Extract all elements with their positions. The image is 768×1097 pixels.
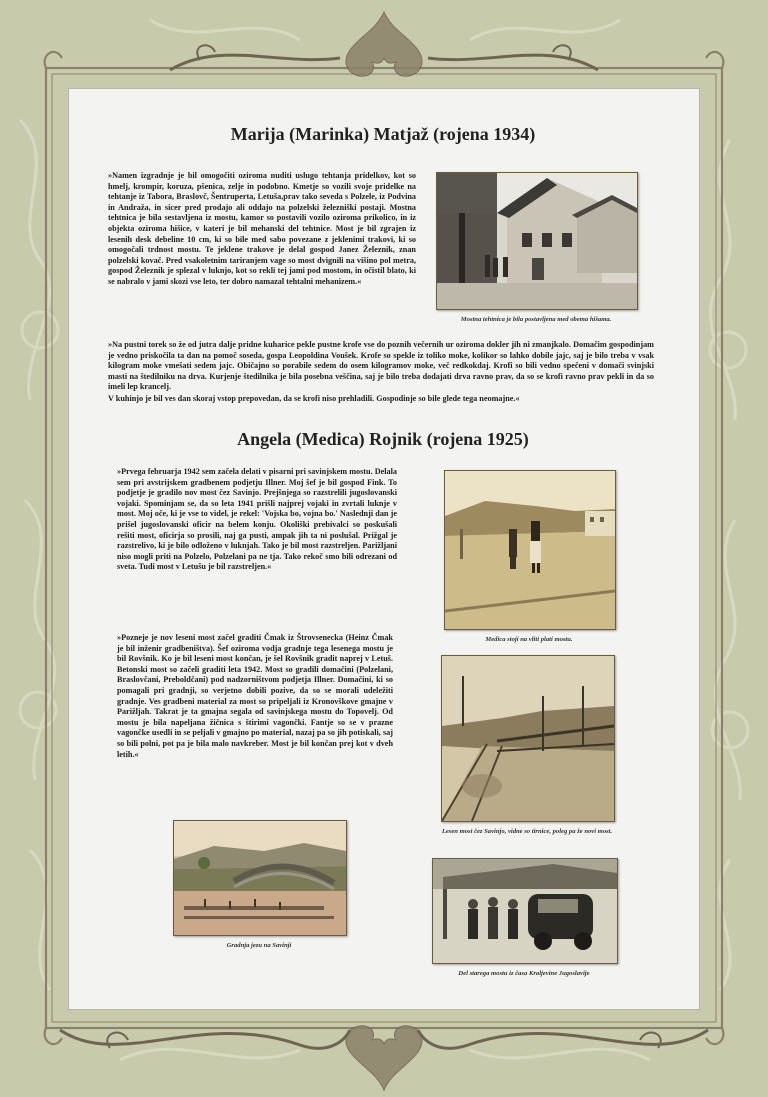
caption-weighbridge: Mostna tehtnica je bila postavljena med obema hišama. [460, 316, 612, 323]
photo-medica-on-bridge [444, 470, 616, 630]
photo-wooden-bridge [441, 655, 615, 822]
section1-paragraph2: »Na pustni torek so že od jutra dalje pridne kuharice pekle pustne krofe vse do poznih večernih ur oziroma dokler jih ni zmanjkalo. Domačim gospodinjam je vedno priskočila ta dan na pomoč soseda, gospa Leopoldina Voušek. Krofe so spekle iz toliko moke, kolikor so lahko dobile jajc, saj je bilo treba v vsak kilogram moke vmešati sedem jajc. Običajno so porabile sedem do osem kilogramov moke, več redkokdaj. Krofi so bili vedno spečeni v domači svinjski masti na štedilniku na drva. Kurjenje štedilnika je bila posebna veščina, saj je bilo treba dodajati drva ravno prav, da so se krofi ravno prav pekli in da so imeli lep krancelj. [108, 340, 654, 392]
section1-paragraph1: »Namen izgradnje je bil omogočiti oziroma nuditi uslugo tehtanja pridelkov, kot so hmelj, krompir, koruza, pšenica, zelje in podobno. Kmetje so vozili svoje pridelke na tehtanje iz Tabora, Braslovč, Šentruperta, Letuša,prav tako seveda s Polzele, iz Podvina in Andraža, in sicer pred prodajo ali oddajo na polzelski železniški postaji. Mostna tehtnica je bila sestavljena iz mostu, kamor so postavili vozilo oziroma prikolico, in iz objekta oziroma hišice, v kateri je bil mehanski del tehtnice. Most je bil zgrajen iz lesenih desk debeline 10 cm, ki so bile med sabo povezane z jeklenimi trakovi, ki so omogočali trdnost mostu. Te jeklene trakove je delal gospod Janez Železnik, znan polzelski kovač. Pred vsakoletnim tariranjem vage so most dvignili na višino pol metra, gospod Železnik je splezal v luknjo, kot so rekli tej jami pod mostom, in očistil blato, ki se nabralo v jami skozi vse leto, ter dobro namazal tehtalni mehanizem.« [108, 171, 416, 286]
section1-paragraph3: V kuhinjo je bil ves dan skoraj vstop prepovedan, da se krofi niso prehladili. Gospodinje so bile glede tega neomajne.« [108, 394, 520, 403]
caption-medica: Medica stoji na vliti plati mostu. [485, 636, 573, 643]
caption-old-bridge: Del starega mostu iz časa Kraljevine Jugoslavije [458, 970, 590, 977]
section2-paragraph1: »Prvega februarja 1942 sem začela delati v pisarni pri savinjskem mostu. Delala sem pri avstrijskem gradbenem podjetju Illner. Moj šef je bil gospod Fink. To podjetje je gradilo nov most čez Savinjo. Prejšnjega so razstrelili jugoslovanski vojaki. Spominjam se, da so leta 1941 prišli najprej vojaki in zvrtali luknje v most. Moj oče, ki je vse to videl, je rekel: 'Vojska bo, vojna bo.' Naslednji dan je prišel jugoslovanski oficir na belem konju. Okoliški prebivalci so poskušali rešiti most, oficirja so prosili, naj ga pusti, ampak jih ta ni poslušal. Prižgal je razstrelivo, ki je bilo odloženo v luknjah. Tako je bil most razstreljen. Parižljani niso mogli priti na Polzelo, Polzelani pa ne tja. Tako rekoč smo bili odrezani od sveta. Tudi most v Letušu je bil razstreljen.« [117, 467, 397, 572]
section2-title: Angela (Medica) Rojnik (rojena 1925) [237, 429, 529, 449]
photo-dam-construction [173, 820, 347, 936]
section1-title: Marija (Marinka) Matjaž (rojena 1934) [230, 124, 536, 144]
caption-wooden-bridge: Lesen most čez Savinjo, vidne so tirnice, poleg pa že novi most. [441, 828, 613, 835]
photo-weighbridge-houses [436, 172, 638, 310]
caption-dam: Gradnja jezu na Savinji [226, 942, 292, 949]
photo-old-bridge-car [432, 858, 618, 964]
section2-paragraph2: »Pozneje je nov leseni most začel graditi Čmak iz Štrovsenecka (Heinz Čmak je bil inženir gradbeništva). Šef oziroma vodja gradnje tega lesenega mostu je bil Rovšnik. Ko je bil leseni most končan, je šel Rovšnik gradit naprej v Letuš. Betonski most so začeli graditi leta 1942. Most so gradili domačini (Polzelani, Braslovčani, Preboldčani) pod nadzorništvom podjetja Illner. Domačini, ki so pomagali pri gradnji, so verjetno dobili pozive, da so se morali udeležiti gradnje. Ves gradbeni material za most so pripeljali iz Kronovškove gmajne v Parižljah. Takrat je ta gmajna segala od savinjskega mostu do Topovelj. Od mostu je bila napeljana žičnica s štirimi vagončki. Fantje so se v prazne vagončke usedli in se peljali v gmajno po material, nazaj pa so jih potiskali, saj so bili polni, pot pa je bila malo navkreber. Most je bil končan prej kot v dveh letih.« [117, 633, 393, 759]
